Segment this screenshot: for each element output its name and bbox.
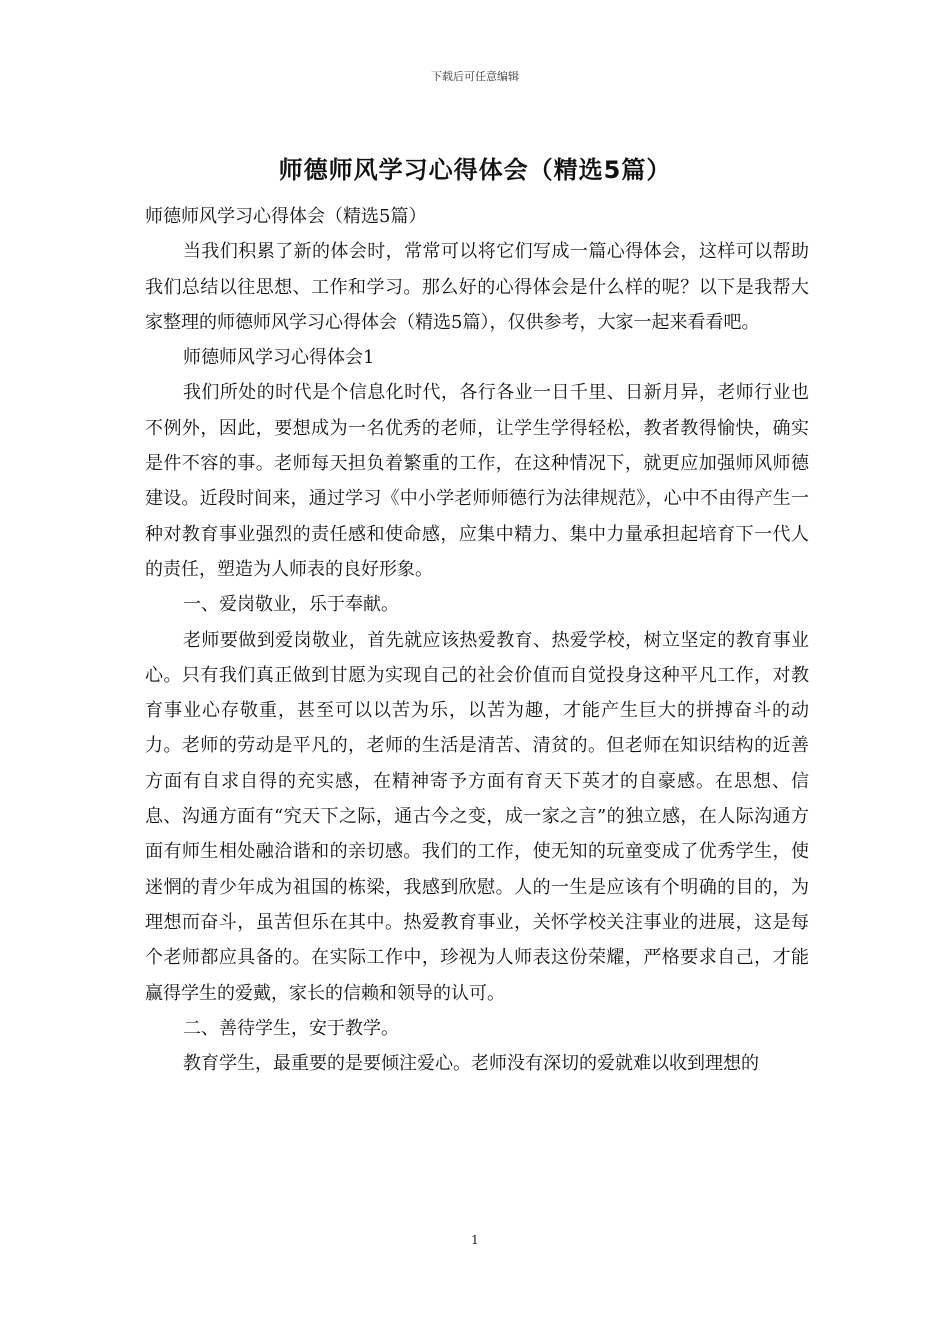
body-paragraph: 师德师风学习心得体会（精选5篇） [145, 206, 427, 227]
body-paragraph: 当我们积累了新的体会时，常常可以将它们写成一篇心得体会，这样可以帮助我们总结以往思想、工作和学习。那么好的心得体会是什么样的呢？以下是我帮大家整理的师德师风学习心得体会（精选5篇），仅供参考，大家一起来看看吧。 [145, 241, 809, 333]
document-body [145, 199, 809, 1081]
body-paragraph: 一、爱岗敬业，乐于奉献。 [183, 594, 399, 616]
body-paragraph: 老师要做到爱岗敬业，首先就应该热爱教育、热爱学校，树立坚定的教育事业心。只有我们真正做到甘愿为实现自己的社会价值而自觉投身这种平凡工作，对教育事业心存敬重，甚至可以以苦为乐，以苦为趣，才能产生巨大的拼搏奋斗的动力。老师的劳动是平凡的，老师的生活是清苦、清贫的。但老师在知识结构的近善方面有自求自得的充实感，在精神寄予方面有育天下英才的自豪感。在思想、信息、沟通方面有“究天下之际，通古今之变，成一家之言”的独立感，在人际沟通方面有师生相处融洽谐和的亲切感。我们的工作，使无知的玩童变成了优秀学生，使迷惘的青少年成为祖国的栋梁，我感到欣慰。人的一生是应该有个明确的目的，为理想而奋斗，虽苦但乐在其中。热爱教育事业，关怀学校关注事业的进展，这是每个老师都应具备的。在实际工作中，珍视为人师表这份荣耀，严格要求自己，才能赢得学生的爱戴，家长的信赖和领导的认可。 [145, 629, 809, 1004]
body-paragraph: 二、善待学生，安于教学。 [183, 1017, 399, 1039]
header-note: 下载后可任意编辑 [431, 70, 519, 83]
document-title: 师德师风学习心得体会（精选5篇） [278, 156, 672, 184]
body-paragraph: 我们所处的时代是个信息化时代，各行各业一日千里、日新月异，老师行业也不例外，因此，要想成为一名优秀的老师，让学生学得轻松，教者教得愉快，确实是件不容的事。老师每天担负着繁重的工作，在这种情况下，就更应加强师风师德建设。近段时间来，通过学习《中小学老师师德行为法律规范》，心中不由得产生一种对教育事业强烈的责任感和使命感，应集中精力、集中力量承担起培育下一代人的责任，塑造为人师表的良好形象。 [145, 382, 809, 580]
body-paragraph: 师德师风学习心得体会1 [183, 347, 375, 369]
body-paragraph: 教育学生，最重要的是要倾注爱心。老师没有深切的爱就难以收到理想的 [183, 1053, 759, 1075]
page-number: 1 [471, 1233, 479, 1247]
